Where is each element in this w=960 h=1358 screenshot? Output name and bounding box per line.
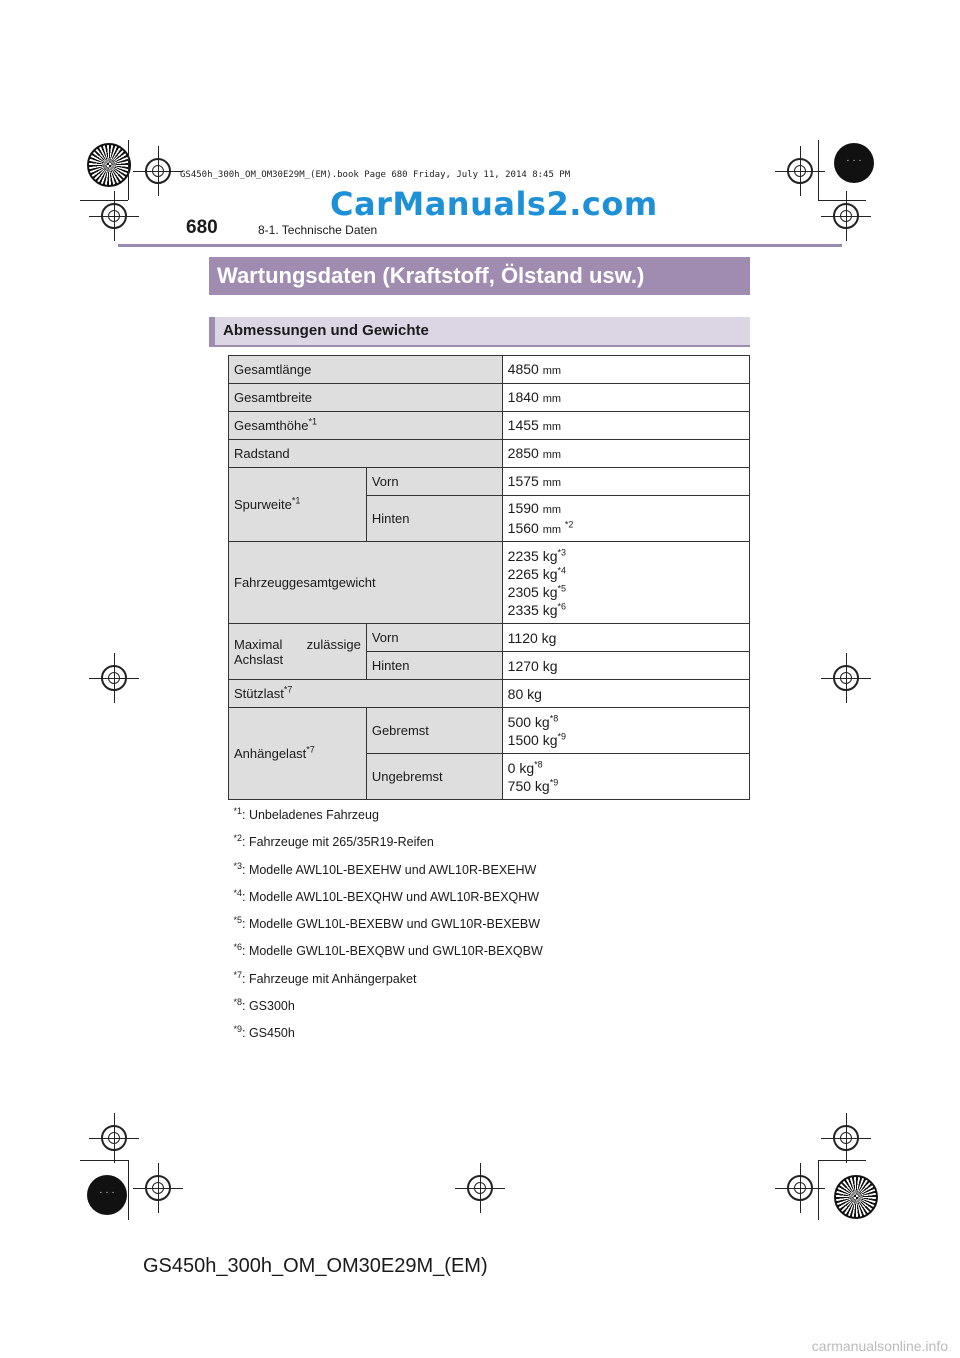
trim-line (80, 200, 128, 201)
footnote: $^{*5}$: Modelle GWL10L-BEXEBW und GWL10R-BEXEBW (233, 915, 541, 932)
trim-line (80, 1160, 128, 1161)
footnote: $^{*3}$: Modelle AWL10L-BEXEHW und AWL10R-BEXEHW (233, 860, 537, 877)
spec-value: 2235 $kg^{*3}$ 2265 $kg^{*4}$ 2305 $kg^{*5}$ 2335 $kg^{*6}$ (502, 542, 749, 624)
spec-sublabel: Vorn (366, 624, 502, 652)
spec-value: 1455 mm (502, 412, 749, 440)
spec-label: Anhängelast$^{*7}$ (229, 708, 367, 800)
trim-line (128, 1160, 129, 1220)
table-row (229, 412, 750, 440)
crosshair-icon (787, 1175, 813, 1201)
footnote: $^{*4}$: Modelle AWL10L-BEXQHW und AWL10R-BEXQHW (233, 887, 540, 904)
crosshair-icon (833, 203, 859, 229)
footer-doc-id: GS450h_300h_OM_OM30E29M_(EM) (143, 1255, 488, 1277)
table-row (229, 356, 750, 384)
crosshair-icon (101, 203, 127, 229)
section-title: 8-1. Technische Daten (258, 223, 378, 237)
print-header: GS450h_300h_OM_OM30E29M_(EM).book Page 680 Friday, July 11, 2014 8:45 PM (180, 170, 571, 180)
spec-label: Maximal zulässige Achslast (229, 624, 367, 680)
crosshair-icon (787, 158, 813, 184)
footer-site-link[interactable]: carmanualsonline.info (811, 1338, 948, 1354)
crosshair-icon (101, 665, 127, 691)
spec-value: 1575 mm (502, 468, 749, 496)
footnote: $^{*2}$: Fahrzeuge mit 265/35R19-Reifen (233, 833, 434, 850)
crosshair-icon (467, 1175, 493, 1201)
crosshair-icon (833, 665, 859, 691)
footnote: $^{*8}$: GS300h (233, 996, 295, 1014)
table-row (229, 384, 750, 412)
table-row (229, 468, 750, 496)
crosshair-icon (145, 158, 171, 184)
spec-value: 2850 mm (502, 440, 749, 468)
spec-value: 80 kg (502, 680, 749, 708)
table-row (229, 708, 750, 754)
registration-dot-icon (87, 1175, 127, 1215)
registration-sunburst-icon (834, 1175, 878, 1219)
watermark[interactable]: CarManuals2.com (330, 185, 658, 223)
trim-line (128, 140, 129, 200)
spec-sublabel: Hinten (366, 652, 502, 680)
trim-line (818, 1160, 819, 1220)
header-rule (118, 244, 842, 247)
spec-label: Gesamthöhe$^{*1}$ (229, 412, 503, 440)
spec-label: Gesamtlänge (229, 356, 503, 384)
spec-value: 1270 kg (502, 652, 749, 680)
spec-sublabel: Ungebremst (366, 754, 502, 800)
footnotes (218, 805, 543, 1054)
subsection-title: Abmessungen und Gewichte (209, 317, 750, 347)
registration-dot-icon (834, 143, 874, 183)
page-number: 680 (186, 217, 218, 238)
footnote: $^{*9}$: GS450h (233, 1024, 295, 1041)
spec-label: Gesamtbreite (229, 384, 503, 412)
spec-value: 1840 mm (502, 384, 749, 412)
crosshair-icon (101, 1125, 127, 1151)
spec-value: 1590 mm 1560 mm $^{*2}$ (502, 496, 749, 542)
spec-sublabel: Hinten (366, 496, 502, 542)
footnote: $^{*6}$: Modelle GWL10L-BEXQBW und GWL10R-BEXQBW (233, 942, 543, 959)
table-row (229, 440, 750, 468)
spec-value: 0 $kg^{*8}$ 750 $kg^{*9}$ (502, 754, 749, 800)
crosshair-icon (833, 1125, 859, 1151)
registration-sunburst-icon (87, 143, 131, 187)
table-row (229, 624, 750, 652)
crosshair-icon (145, 1175, 171, 1201)
table-row (229, 542, 750, 624)
table-row (229, 680, 750, 708)
trim-line (818, 200, 866, 201)
spec-value: 1120 kg (502, 624, 749, 652)
spec-label: Stützlast$^{*7}$ (229, 680, 503, 708)
specs-table (228, 355, 750, 800)
spec-value: 4850 mm (502, 356, 749, 384)
spec-label: Spurweite$^{*1}$ (229, 468, 367, 542)
page-title: Wartungsdaten (Kraftstoff, Ölstand usw.) (209, 257, 750, 295)
spec-label: Fahrzeuggesamtgewicht (229, 542, 503, 624)
spec-sublabel: Vorn (366, 468, 502, 496)
footnote: $^{*1}$: Unbeladenes Fahrzeug (233, 805, 379, 822)
spec-value: 500 $kg^{*8}$ 1500 $kg^{*9}$ (502, 708, 749, 754)
footnote: $^{*7}$: Fahrzeuge mit Anhängerpaket (233, 969, 417, 986)
spec-label: Radstand (229, 440, 503, 468)
spec-sublabel: Gebremst (366, 708, 502, 754)
trim-line (818, 1160, 866, 1161)
trim-line (818, 140, 819, 200)
